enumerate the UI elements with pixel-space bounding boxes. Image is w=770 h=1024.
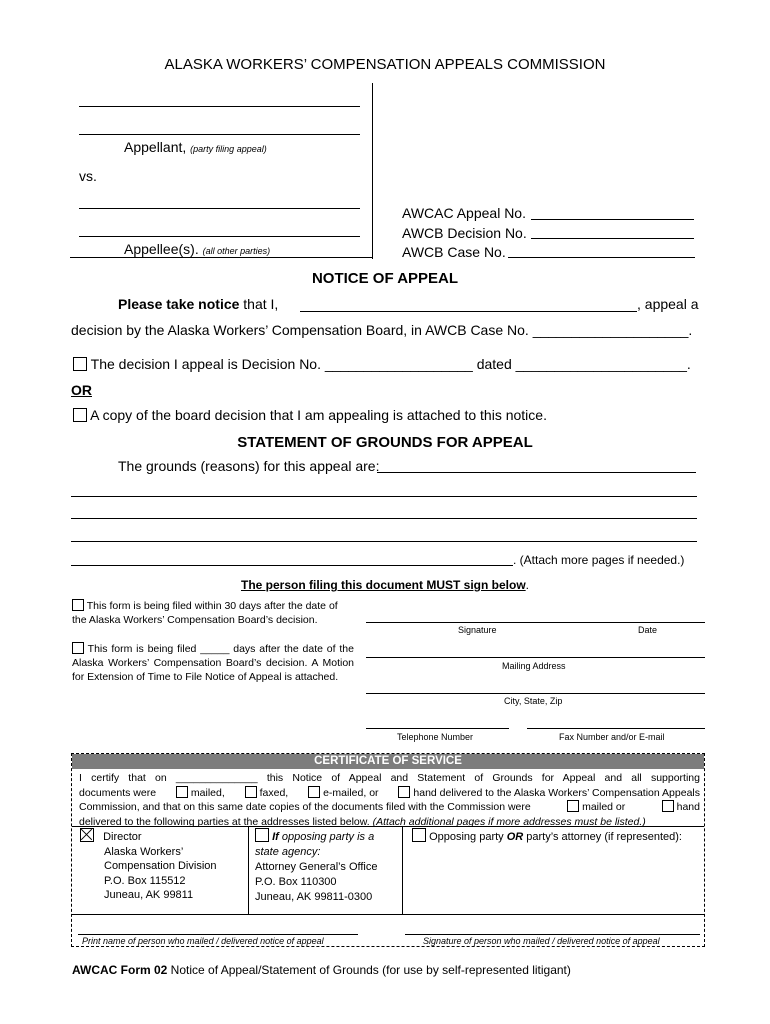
director-line-2: Compensation Division xyxy=(104,860,217,872)
print-name-label: Print name of person who mailed / delivered notice of appeal xyxy=(82,936,324,946)
opposing-party-or: OR xyxy=(506,831,524,843)
must-sign-period: . xyxy=(525,578,529,592)
fax-email-label: Fax Number and/or E-mail xyxy=(559,732,665,742)
state-agency-if: If xyxy=(272,831,279,843)
cert-l4b: (Attach additional pages if more addresses must be listed.) xyxy=(372,815,646,828)
cert-line-1: I certify that on ______________ this Notice of Appeal and Statement of Grounds for Appeal and all supporting xyxy=(79,772,700,784)
cert-signature-field[interactable] xyxy=(405,934,700,935)
form-desc: Notice of Appeal/Statement of Grounds (for use by self-represented litigant) xyxy=(167,963,571,977)
state-agency-title: opposing party is a xyxy=(278,831,375,843)
state-agency-line-0: Attorney General’s Office xyxy=(255,861,378,873)
telephone-field[interactable] xyxy=(366,728,509,729)
cert-emailed-checkbox[interactable] xyxy=(308,786,320,798)
appellant-note: (party filing appeal) xyxy=(190,144,267,154)
filed-late-text: This form is being filed _____ days after the date of the Alaska Workers’ Compensation Board’s decision. A Motion for Extension of Time to File Notice of Appeal is attached. xyxy=(72,643,354,683)
mailing-address-field[interactable] xyxy=(366,657,705,658)
cert-col-divider-1 xyxy=(248,827,249,914)
date-label: Date xyxy=(638,625,658,635)
caption-divider xyxy=(372,83,373,259)
cert-hand-delivered-checkbox[interactable] xyxy=(398,786,410,798)
appellee-label: Appellee(s). xyxy=(124,241,199,257)
signature-label: Signature xyxy=(458,625,497,635)
awcac-appeal-label: AWCAC Appeal No. xyxy=(402,205,526,221)
copy-attached-checkbox[interactable] xyxy=(73,408,87,422)
appellee-name-line-1[interactable] xyxy=(79,208,360,209)
grounds-line-1[interactable] xyxy=(71,496,697,497)
grounds-line-0[interactable] xyxy=(377,472,696,473)
state-agency-line-1: P.O. Box 110300 xyxy=(255,876,337,888)
appellee-name-line-2[interactable] xyxy=(79,236,360,237)
cert-signature-label: Signature of person who mailed / delivered notice of appeal xyxy=(423,936,660,946)
option-copy-attached xyxy=(73,407,547,423)
cert-l2d: e-mailed, or xyxy=(323,786,379,799)
must-sign-label: The person filing this document MUST sign below xyxy=(240,578,526,592)
opposing-party-a: Opposing party xyxy=(429,831,507,843)
cert-l3c: hand xyxy=(676,801,700,813)
appellant-label: Appellant, xyxy=(124,139,187,155)
appellee-note: (all other parties) xyxy=(202,246,271,256)
director-line-1: Alaska Workers’ xyxy=(104,845,184,858)
grounds-line-3[interactable] xyxy=(71,541,697,542)
notice-line-2: decision by the Alaska Workers’ Compensation Board, in AWCB Case No. ____________________. xyxy=(71,322,693,338)
appellant-name-line-2[interactable] xyxy=(79,134,360,135)
vs-label: vs. xyxy=(79,168,97,184)
filed-late-option xyxy=(72,642,354,684)
option1-text: The decision I appeal is Decision No. ___________________ dated ______________________. xyxy=(90,356,691,372)
director-line-4: Juneau, AK 99811 xyxy=(104,889,194,901)
filed-late-checkbox[interactable] xyxy=(72,642,84,654)
state-agency-title-2: state agency: xyxy=(255,846,321,858)
cert-l2c: faxed, xyxy=(259,786,289,799)
awcac-appeal-field[interactable] xyxy=(531,219,694,220)
notice-line-1 xyxy=(118,296,278,312)
fax-email-field[interactable] xyxy=(527,728,705,729)
director-checkbox[interactable] xyxy=(80,828,94,842)
page-title: ALASKA WORKERS’ COMPENSATION APPEALS COMMISSION xyxy=(164,56,606,73)
appellant-name-line-1[interactable] xyxy=(79,106,360,107)
please-take-notice: Please take notice xyxy=(118,296,240,312)
opposing-party-address xyxy=(412,828,682,843)
filed-within-30-text: This form is being filed within 30 days after the date of the Alaska Workers’ Compensation Board’s decision. xyxy=(72,600,338,626)
must-sign-row xyxy=(0,578,770,592)
cert-columns-top-rule xyxy=(72,826,704,827)
appellee-label-group xyxy=(70,241,372,258)
city-state-zip-field[interactable] xyxy=(366,693,705,694)
awcb-decision-label: AWCB Decision No. xyxy=(402,224,527,241)
attach-note: . (Attach more pages if needed.) xyxy=(513,553,685,567)
filer-name-field[interactable] xyxy=(300,311,637,312)
signature-field[interactable] xyxy=(366,622,705,623)
grounds-line-2[interactable] xyxy=(71,518,697,519)
awcb-case-field[interactable] xyxy=(508,257,695,258)
grounds-heading: STATEMENT OF GROUNDS FOR APPEAL xyxy=(237,434,533,451)
cert-l3a: Commission, and that on this same date copies of the documents filed with the Commission were xyxy=(79,801,531,813)
state-agency-checkbox[interactable] xyxy=(255,828,269,842)
form-id: AWCAC Form 02 xyxy=(72,963,168,977)
case-numbers xyxy=(402,204,527,263)
state-agency-line-2: Juneau, AK 99811-0300 xyxy=(255,891,373,903)
option2-text: A copy of the board decision that I am appealing is attached to this notice. xyxy=(90,407,547,423)
cert-l4a: delivered to the following parties at the addresses listed below. xyxy=(79,815,370,828)
telephone-label: Telephone Number xyxy=(397,732,474,742)
awcb-decision-field[interactable] xyxy=(531,238,694,239)
state-agency-address xyxy=(255,828,378,905)
certificate-heading: CERTIFICATE OF SERVICE xyxy=(72,754,704,769)
appellant-label-group xyxy=(124,139,267,155)
cert-l2e: hand delivered to the Alaska Workers’ Compensation Appeals xyxy=(413,786,700,799)
cert-l2a: documents were xyxy=(79,786,157,799)
print-name-field[interactable] xyxy=(78,934,358,935)
filed-within-30-option xyxy=(72,599,354,627)
cert-mailed-checkbox[interactable] xyxy=(176,786,188,798)
cert-col-divider-2 xyxy=(402,827,403,914)
mailing-address-label: Mailing Address xyxy=(502,661,566,671)
cert-line-2 xyxy=(79,786,700,801)
awcb-case-label: AWCB Case No. xyxy=(402,244,506,260)
cert-line-3 xyxy=(79,800,700,815)
decision-no-checkbox[interactable] xyxy=(73,357,87,371)
notice-heading: NOTICE OF APPEAL xyxy=(311,270,459,287)
cert-l2b: mailed, xyxy=(190,786,225,799)
or-label: OR xyxy=(71,382,92,398)
form-footer xyxy=(72,963,571,977)
that-i: that I, xyxy=(239,296,279,312)
grounds-line-4[interactable] xyxy=(71,565,513,566)
director-line-3: P.O. Box 115512 xyxy=(104,874,186,887)
appeal-a: , appeal a xyxy=(637,296,699,312)
certificate-text xyxy=(79,771,700,829)
opposing-party-c: party’s attorney (if represented): xyxy=(523,831,682,843)
cert-faxed-checkbox[interactable] xyxy=(245,786,257,798)
director-line-0: Director xyxy=(103,831,142,843)
cert-columns-bottom-rule xyxy=(72,914,704,915)
cert-l3b: mailed or xyxy=(582,801,626,813)
director-address xyxy=(80,828,217,903)
cert-copies-hand-checkbox[interactable] xyxy=(662,800,674,812)
cert-copies-mailed-checkbox[interactable] xyxy=(567,800,579,812)
grounds-intro: The grounds (reasons) for this appeal are: xyxy=(118,458,380,474)
opposing-party-checkbox[interactable] xyxy=(412,828,426,842)
option-decision-no xyxy=(73,356,691,372)
filed-within-30-checkbox[interactable] xyxy=(72,599,84,611)
city-state-zip-label: City, State, Zip xyxy=(504,696,563,706)
